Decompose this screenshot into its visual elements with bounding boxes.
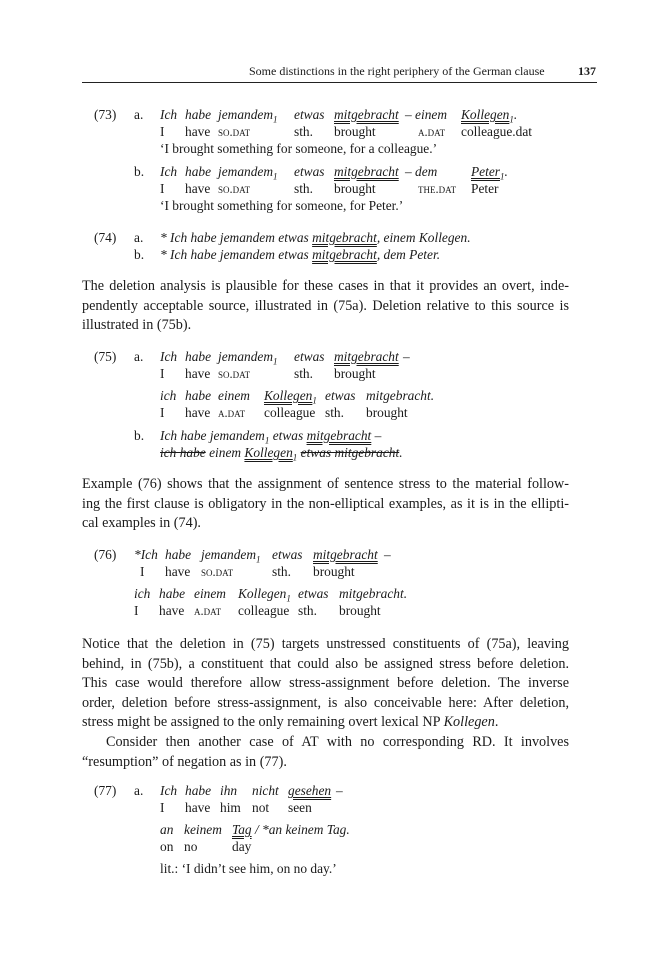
word-stressed: Tag / *an keinem Tag.: [232, 822, 350, 837]
word: etwas: [294, 349, 325, 364]
gloss: brought: [334, 181, 376, 196]
word: etwas: [325, 388, 356, 403]
gloss: day: [232, 839, 252, 854]
word: habe: [185, 164, 212, 179]
gloss: him: [220, 800, 241, 815]
example-number: (77): [94, 783, 117, 798]
gloss: brought: [366, 405, 408, 420]
text-line: “resumption” of negation as in (77).: [82, 753, 287, 770]
word-stressed: mitgebracht: [334, 164, 399, 179]
gloss: so.dat: [218, 182, 251, 196]
word: Ich: [160, 783, 178, 798]
gloss: I: [160, 800, 165, 815]
word: *Ich: [134, 547, 158, 562]
translation: ‘I brought something for someone, for Peter.’: [160, 198, 404, 213]
example-sentence: * Ich habe jemandem etwas mitgebracht, dem Peter.: [160, 247, 441, 262]
word: etwas: [298, 586, 329, 601]
gloss: no: [184, 839, 198, 854]
gloss: have: [185, 181, 211, 196]
word-stressed: Peter$_1$.: [471, 164, 508, 182]
text-line: This case would therefore allow stress-assignment before deletion. The inverse: [82, 675, 569, 692]
gloss: on: [160, 839, 174, 854]
page-number: 137: [578, 64, 596, 78]
gloss: sth.: [294, 181, 313, 196]
word: etwas: [272, 547, 303, 562]
example-number: (76): [94, 547, 117, 562]
gloss: I: [160, 124, 165, 139]
gloss: colleague.dat: [461, 124, 533, 139]
gloss: sth.: [272, 564, 291, 579]
gloss: so.dat: [201, 565, 234, 579]
word: habe: [185, 783, 212, 798]
text-line: Consider then another case of AT with no corresponding RD. It involves: [106, 734, 569, 750]
gloss: I: [160, 405, 165, 420]
example-sentence-deleted: ich habe einem Kollegen$_1$ etwas mitgebracht.: [160, 445, 403, 463]
sub-label: a.: [134, 783, 144, 798]
word: jemandem$_1$: [218, 164, 278, 182]
gloss: have: [185, 124, 211, 139]
word: habe: [185, 388, 212, 403]
translation: lit.: ‘I didn’t see him, on no day.’: [160, 861, 337, 876]
gloss: brought: [339, 603, 381, 618]
word: Ich: [160, 107, 178, 122]
word-stressed: Kollegen$_1$: [264, 388, 317, 406]
word: etwas: [294, 107, 325, 122]
word: ich: [160, 388, 177, 403]
word: –: [336, 783, 343, 798]
gloss: brought: [334, 366, 376, 381]
word: – dem: [405, 164, 438, 179]
gloss: have: [165, 564, 191, 579]
example-number: (74): [94, 230, 117, 245]
gloss: I: [160, 181, 165, 196]
sub-label: b.: [134, 164, 145, 179]
text-line: stress might be assigned to the only remaining overt lexical NP Kollegen.: [82, 714, 499, 731]
example-number: (75): [94, 349, 117, 364]
gloss: a.dat: [194, 604, 222, 618]
gloss: have: [185, 800, 211, 815]
gloss: sth.: [294, 366, 313, 381]
word-stressed: Kollegen$_1$.: [461, 107, 518, 125]
gloss: colleague: [238, 603, 290, 618]
gloss: not: [252, 800, 270, 815]
gloss: I: [134, 603, 139, 618]
text-line: ing the first clause is obligatory in the non-elliptical examples, as it is in the ellipti-: [82, 495, 569, 512]
word: Ich: [160, 349, 178, 364]
word: jemandem$_1$: [218, 349, 278, 367]
word: ich: [134, 586, 151, 601]
gloss: brought: [334, 124, 376, 139]
word: etwas: [294, 164, 325, 179]
gloss: the.dat: [418, 182, 457, 196]
example-sentence: Ich habe jemandem$_1$ etwas mitgebracht –: [160, 428, 382, 446]
gloss: sth.: [294, 124, 313, 139]
text-line: The deletion analysis is plausible for these cases in that it provides an overt, inde-: [82, 278, 569, 294]
sub-label: a.: [134, 349, 144, 364]
text-line: order, deletion before stress-assignment, is also conceivable here: After deletion,: [82, 694, 569, 711]
word: Ich: [160, 164, 178, 179]
word: –: [403, 349, 410, 364]
gloss: sth.: [325, 405, 344, 420]
example-number: (73): [94, 107, 117, 122]
gloss: seen: [288, 800, 312, 815]
word-stressed: mitgebracht: [334, 349, 399, 364]
header-rule: [82, 82, 597, 83]
text-line: behind, in (75b), a constituent that could also be assigned stress before deletion.: [82, 655, 569, 672]
gloss: a.dat: [418, 125, 446, 139]
sub-label: a.: [134, 230, 144, 245]
body-paragraph: [82, 733, 569, 772]
word: mitgebracht.: [366, 388, 435, 403]
gloss: so.dat: [218, 125, 251, 139]
body-paragraph: [82, 635, 569, 733]
word: Kollegen$_1$: [238, 586, 291, 604]
gloss: colleague: [264, 405, 316, 420]
text-line: cal examples in (74).: [82, 515, 201, 532]
gloss: have: [159, 603, 185, 618]
running-title: Some distinctions in the right periphery of the German clause: [249, 64, 545, 78]
gloss: sth.: [298, 603, 317, 618]
word: einem: [194, 586, 226, 601]
body-paragraph: [82, 277, 569, 336]
gloss: I: [160, 366, 165, 381]
gloss: I: [140, 564, 145, 579]
word: –: [384, 547, 391, 562]
word: habe: [185, 349, 212, 364]
sub-label: b.: [134, 428, 145, 443]
text-line: pendently acceptable source, illustrated in (75a). Deletion relative to this source is: [82, 297, 569, 314]
translation: ‘I brought something for someone, for a colleague.’: [160, 141, 438, 156]
word-stressed: gesehen: [288, 783, 332, 798]
word: an: [160, 822, 174, 837]
text-line: Example (76) shows that the assignment of sentence stress to the material follow-: [82, 476, 569, 492]
word: mitgebracht.: [339, 586, 408, 601]
gloss: so.dat: [218, 367, 251, 381]
word: nicht: [252, 783, 279, 798]
gloss: a.dat: [218, 406, 246, 420]
word: habe: [159, 586, 186, 601]
word: keinem: [184, 822, 222, 837]
gloss: brought: [313, 564, 355, 579]
gloss: have: [185, 405, 211, 420]
word-stressed: mitgebracht: [334, 107, 399, 122]
word: habe: [185, 107, 212, 122]
word-stressed: mitgebracht: [313, 547, 378, 562]
text-line: illustrated in (75b).: [82, 317, 192, 334]
word: jemandem$_1$: [201, 547, 261, 565]
example-sentence: * Ich habe jemandem etwas mitgebracht, einem Kollegen.: [160, 230, 471, 245]
word: ihn: [220, 783, 238, 798]
word: habe: [165, 547, 192, 562]
sub-label: b.: [134, 247, 145, 262]
word: jemandem$_1$: [218, 107, 278, 125]
gloss: have: [185, 366, 211, 381]
body-paragraph: [82, 475, 569, 534]
word: einem: [218, 388, 250, 403]
text-line: Notice that the deletion in (75) targets unstressed constituents of (75a), leaving: [82, 636, 569, 652]
gloss: Peter: [471, 181, 499, 196]
word: – einem: [405, 107, 448, 122]
sub-label: a.: [134, 107, 144, 122]
